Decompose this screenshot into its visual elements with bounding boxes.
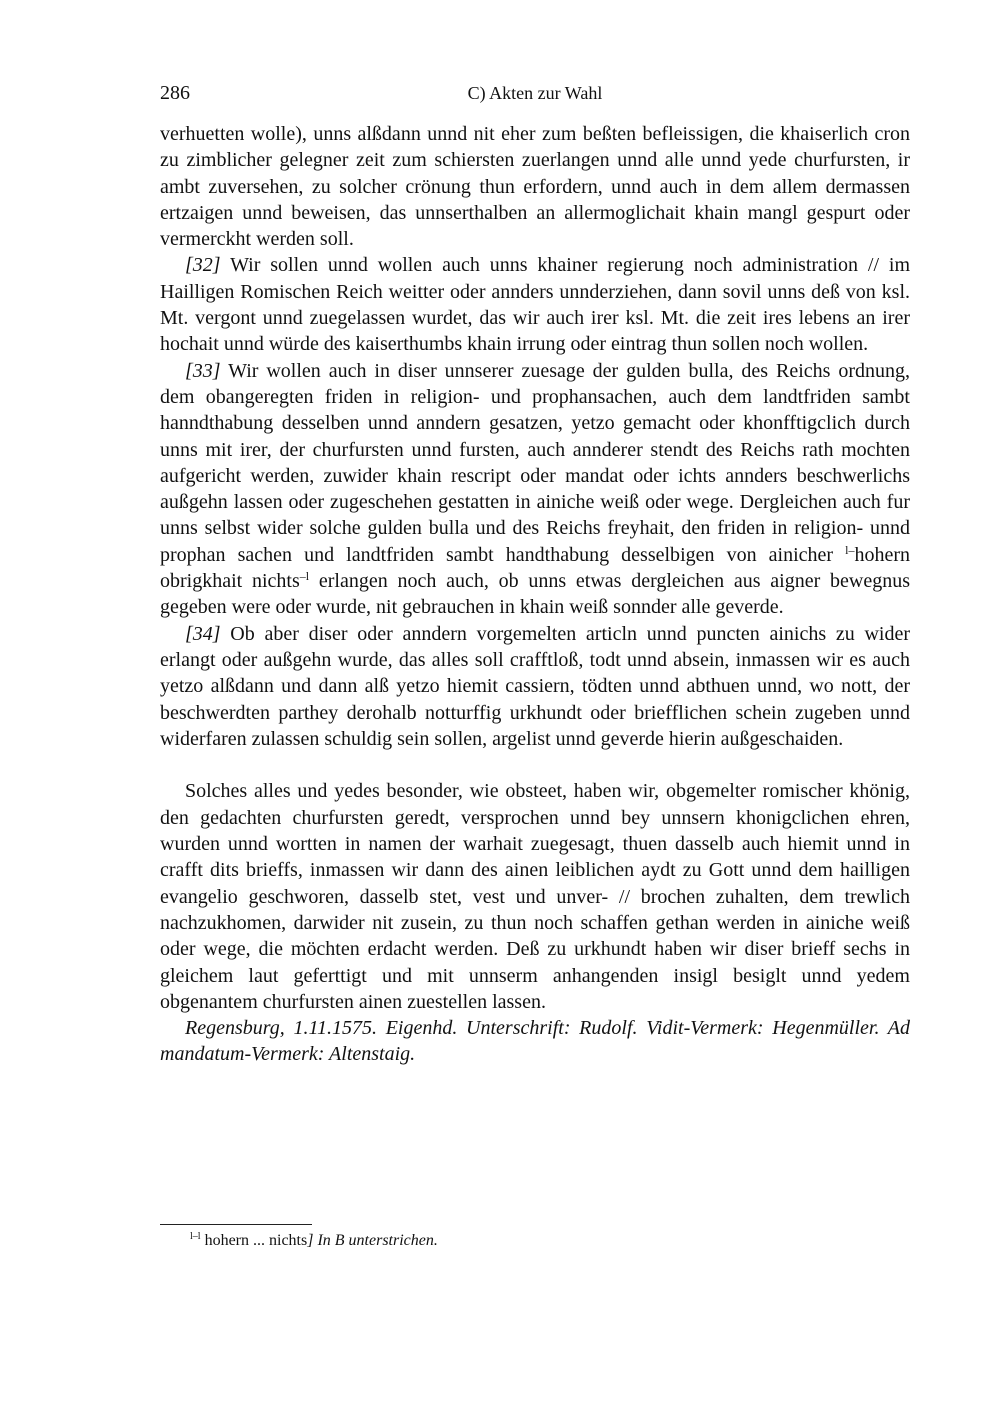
paragraph-text: Ob aber diser oder anndern vorgemelten articln unnd puncten ainichs zu wider erlangt oder außgehn wurde, das alles soll crafftloß, todt unnd absein, inmassen wir es auch yetzo alßdann und dann alß yetzo hiemit cassiern, tödten unnd abthuen unnd, wo nott, der beschwerdten parthey derohalb notturffig urkhundt oder briefflichen schein zugeben unnd widerfaren zulassen schuldig sein sollen, argelist unnd geverde hierin außgeschaiden. bbox=[160, 622, 910, 750]
paragraph-text: erlangen noch auch, ob unns etwas dergleichen aus aigner bewegnus gegeben were oder wurde, nit gebrauchen in khain weiß sonnder alle geverde. bbox=[160, 570, 910, 619]
running-title: C) Akten zur Wahl bbox=[467, 83, 603, 103]
paragraph-continuation bbox=[160, 121, 910, 252]
article-number: [32] bbox=[185, 254, 221, 277]
footnote-mark-open: l– bbox=[845, 542, 855, 557]
footnote-mark: l–l bbox=[190, 1231, 201, 1242]
footnote-rule bbox=[160, 1224, 312, 1225]
paragraph-closing bbox=[160, 778, 910, 1015]
paragraph-text: verhuetten wolle), unns alßdann unnd nit eher zum beßten befleissigen, die khaiserlich cron zu zimblicher gelegner zeit zum schiersten zuerlangen unnd alle unnd yede churfursten, ir ambt zuversehen, zu solcher crönung thun erfordern, unnd auch in dem allem dermassen ertzaigen unnd beweisen, das unnserthalben an allermoglichait khain mangl gespurt oder vermerckht werden soll. bbox=[160, 123, 910, 251]
paragraph-dating bbox=[160, 1015, 910, 1068]
footnote bbox=[190, 1230, 890, 1252]
footnote-mark-close: –l bbox=[299, 569, 310, 584]
paragraph-article-34 bbox=[160, 621, 910, 752]
paragraph-text: Wir sollen unnd wollen auch unns khainer regierung noch administration // im Hailligen Romischen Reich weitter oder annders unnderziehen, dann sovil unns deß von ksl. Mt. vergont unnd zuegelassen wurdet, das wir auch irer ksl. Mt. die zeit ires lebens an irer hochait unnd würde des kaiserthumbs khain irrung oder eintrag thun sollen noch wollen. bbox=[160, 254, 910, 356]
page-header bbox=[160, 78, 910, 108]
marked-text: hohern obrigkhait nichts bbox=[160, 543, 910, 593]
body-text bbox=[160, 121, 910, 1068]
page-number: 286 bbox=[160, 82, 190, 104]
article-number: [34] bbox=[185, 622, 221, 645]
footnote-lemma: hohern ... nichts bbox=[200, 1232, 308, 1249]
paragraph-text: Solches alles und yedes besonder, wie obsteet, haben wir, obgemelter romischer khönig, den gedachten churfursten geredt, versprochen unnd bey unnsern khonigclichen ehren, wurden unnd wortten in namen der warhait zuegesagt, thuen dasselb auch hiemit unnd in crafft dits brieffs, inmassen wir dann des ainen leiblichen aydt zu Gott unnd dem hailligen evangelio geschworen, dasselb stet, vest und unver- // brochen zuhalten, dem trewlich nachzukhomen, darwider nit zusein, zu thun noch schaffen gethan werden in ainiche weiß oder wege, die möchten erdacht werden. Deß zu urkhundt haben wir diser brieff sechs in gleichem laut geferttigt und mit unnserm anhangenden insigl besiglt unnd yedem obgenantem churfursten ainen zuestellen lassen. bbox=[160, 780, 910, 1013]
paragraph-text: Wir wollen auch in diser unnserer zuesage der gulden bulla, des Reichs ordnung, dem obangeregten friden in religion- und prophansachen, auch dem landtfriden sambt hanndthabung desselben unnd anndern gesatzen, yetzo gemacht oder khonfftigclich durch unns mit irer, der churfursten unnd fursten, auch annderer stendt des Reichs rath mochten aufgericht werden, zuwider khain rescript oder mandat oder ichts annders beschwerlichs außgehn lassen oder zugeschehen gestatten in ainiche weiß oder wege. Dergleichen auch fur unns selbst wider solche gulden bulla und des Reichs freyhait, den friden in religion- unnd prophan sachen und landtfriden sambt handthabung desselbigen von ainicher bbox=[160, 359, 910, 566]
dating-text: Regensburg, 1.11.1575. Eigenhd. Unterschrift: Rudolf. Vidit-Vermerk: Hegenmüller. Ad mandatum-Vermerk: Altenstaig. bbox=[160, 1017, 910, 1066]
paragraph-article-33 bbox=[160, 358, 910, 621]
footnote-note: ] In B unterstrichen. bbox=[307, 1232, 438, 1249]
article-number: [33] bbox=[185, 359, 221, 382]
paragraph-article-32 bbox=[160, 252, 910, 357]
